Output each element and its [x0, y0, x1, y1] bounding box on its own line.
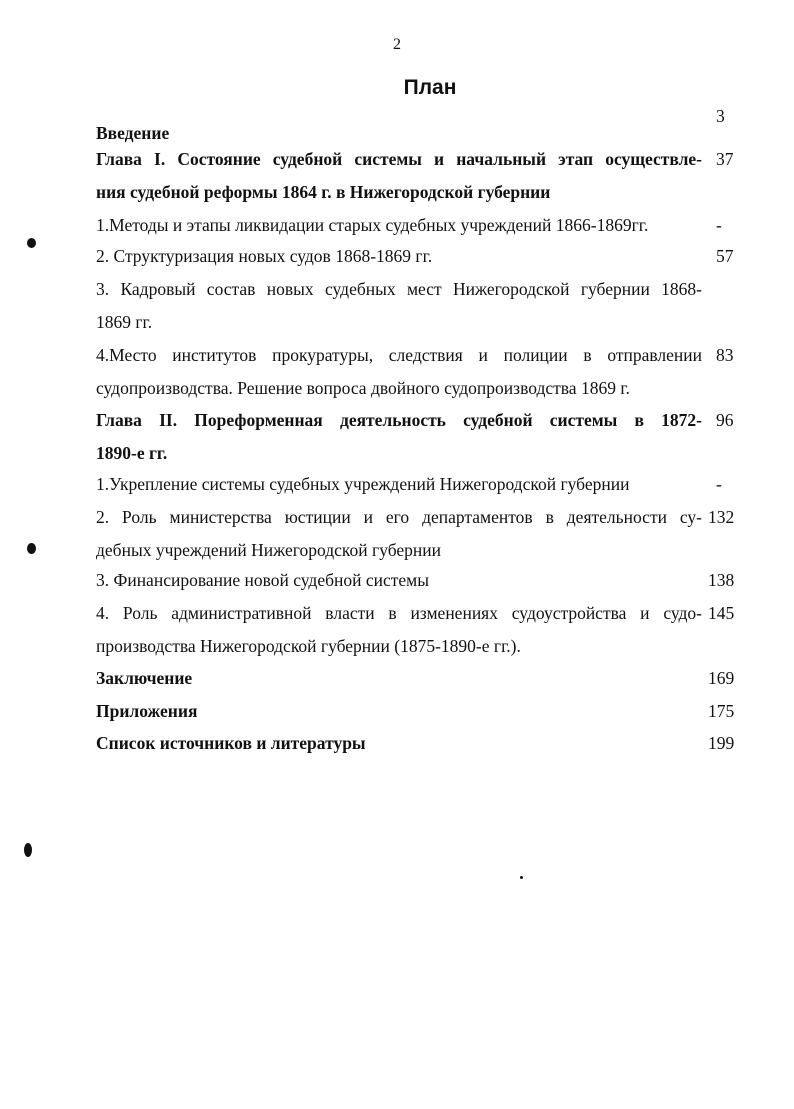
toc-page-number: 145	[708, 603, 735, 623]
toc-entry-line: 1890-е гг.	[96, 443, 168, 463]
page-number: 2	[393, 36, 401, 53]
scan-mark	[27, 238, 36, 248]
toc-entry-intro-label: Введение	[96, 123, 170, 143]
toc-page-number: 132	[708, 507, 735, 527]
toc-page-number: -	[716, 474, 722, 494]
scan-mark	[24, 843, 32, 857]
toc-entry-line: Глава I. Состояние судебной системы и начальный этап осуществле-	[96, 149, 702, 169]
toc-page-number: 83	[716, 345, 734, 365]
toc-page-number: 175	[708, 701, 735, 721]
intro-page-number: 3	[716, 106, 725, 126]
toc-page-number: 138	[708, 570, 735, 590]
toc-page-number: 96	[716, 410, 734, 430]
scan-mark	[27, 543, 36, 554]
toc-entry-line: дебных учреждений Нижегородской губернии	[96, 540, 442, 560]
toc-page-number: 199	[708, 733, 735, 753]
toc-entry-line: 1.Укрепление системы судебных учреждений Нижегородской губернии	[96, 474, 630, 494]
toc-entry-line: 2. Роль министерства юстиции и его департаментов в деятельности су-	[96, 507, 702, 527]
page-title: План	[403, 76, 457, 99]
toc-entry-line: производства Нижегородской губернии (1875-1890-е гг.).	[96, 636, 521, 656]
toc-page-number: 37	[716, 149, 734, 169]
toc-entry-line: 3. Финансирование новой судебной системы	[96, 570, 430, 590]
toc-entry-line: 2. Структуризация новых судов 1868-1869 гг.	[96, 246, 433, 266]
toc-entry-line: ния судебной реформы 1864 г. в Нижегородской губернии	[96, 182, 551, 202]
toc-entry-line: судопроизводства. Решение вопроса двойного судопроизводства 1869 г.	[96, 378, 630, 398]
toc-entry-line: Приложения	[96, 701, 198, 721]
toc-entry-line: 1869 гг.	[96, 312, 153, 332]
toc-entry-line: Заключение	[96, 668, 193, 688]
toc-entry-line: Глава II. Пореформенная деятельность судебной системы в 1872-	[96, 410, 702, 430]
toc-page-number: 57	[716, 246, 734, 266]
toc-page-number: -	[716, 215, 722, 235]
toc-entry-line: Список источников и литературы	[96, 733, 366, 753]
scan-mark	[520, 876, 523, 879]
toc-entry-line: 4.Место институтов прокуратуры, следствия и полиции в отправлении	[96, 345, 702, 365]
toc-entry-line: 1.Методы и этапы ликвидации старых судебных учреждений 1866-1869гг.	[96, 215, 649, 235]
toc-page-number: 169	[708, 668, 735, 688]
toc-entry-line: 4. Роль административной власти в изменениях судоустройства и судо-	[96, 603, 702, 623]
toc-entry-line: 3. Кадровый состав новых судебных мест Нижегородской губернии 1868-	[96, 279, 702, 299]
